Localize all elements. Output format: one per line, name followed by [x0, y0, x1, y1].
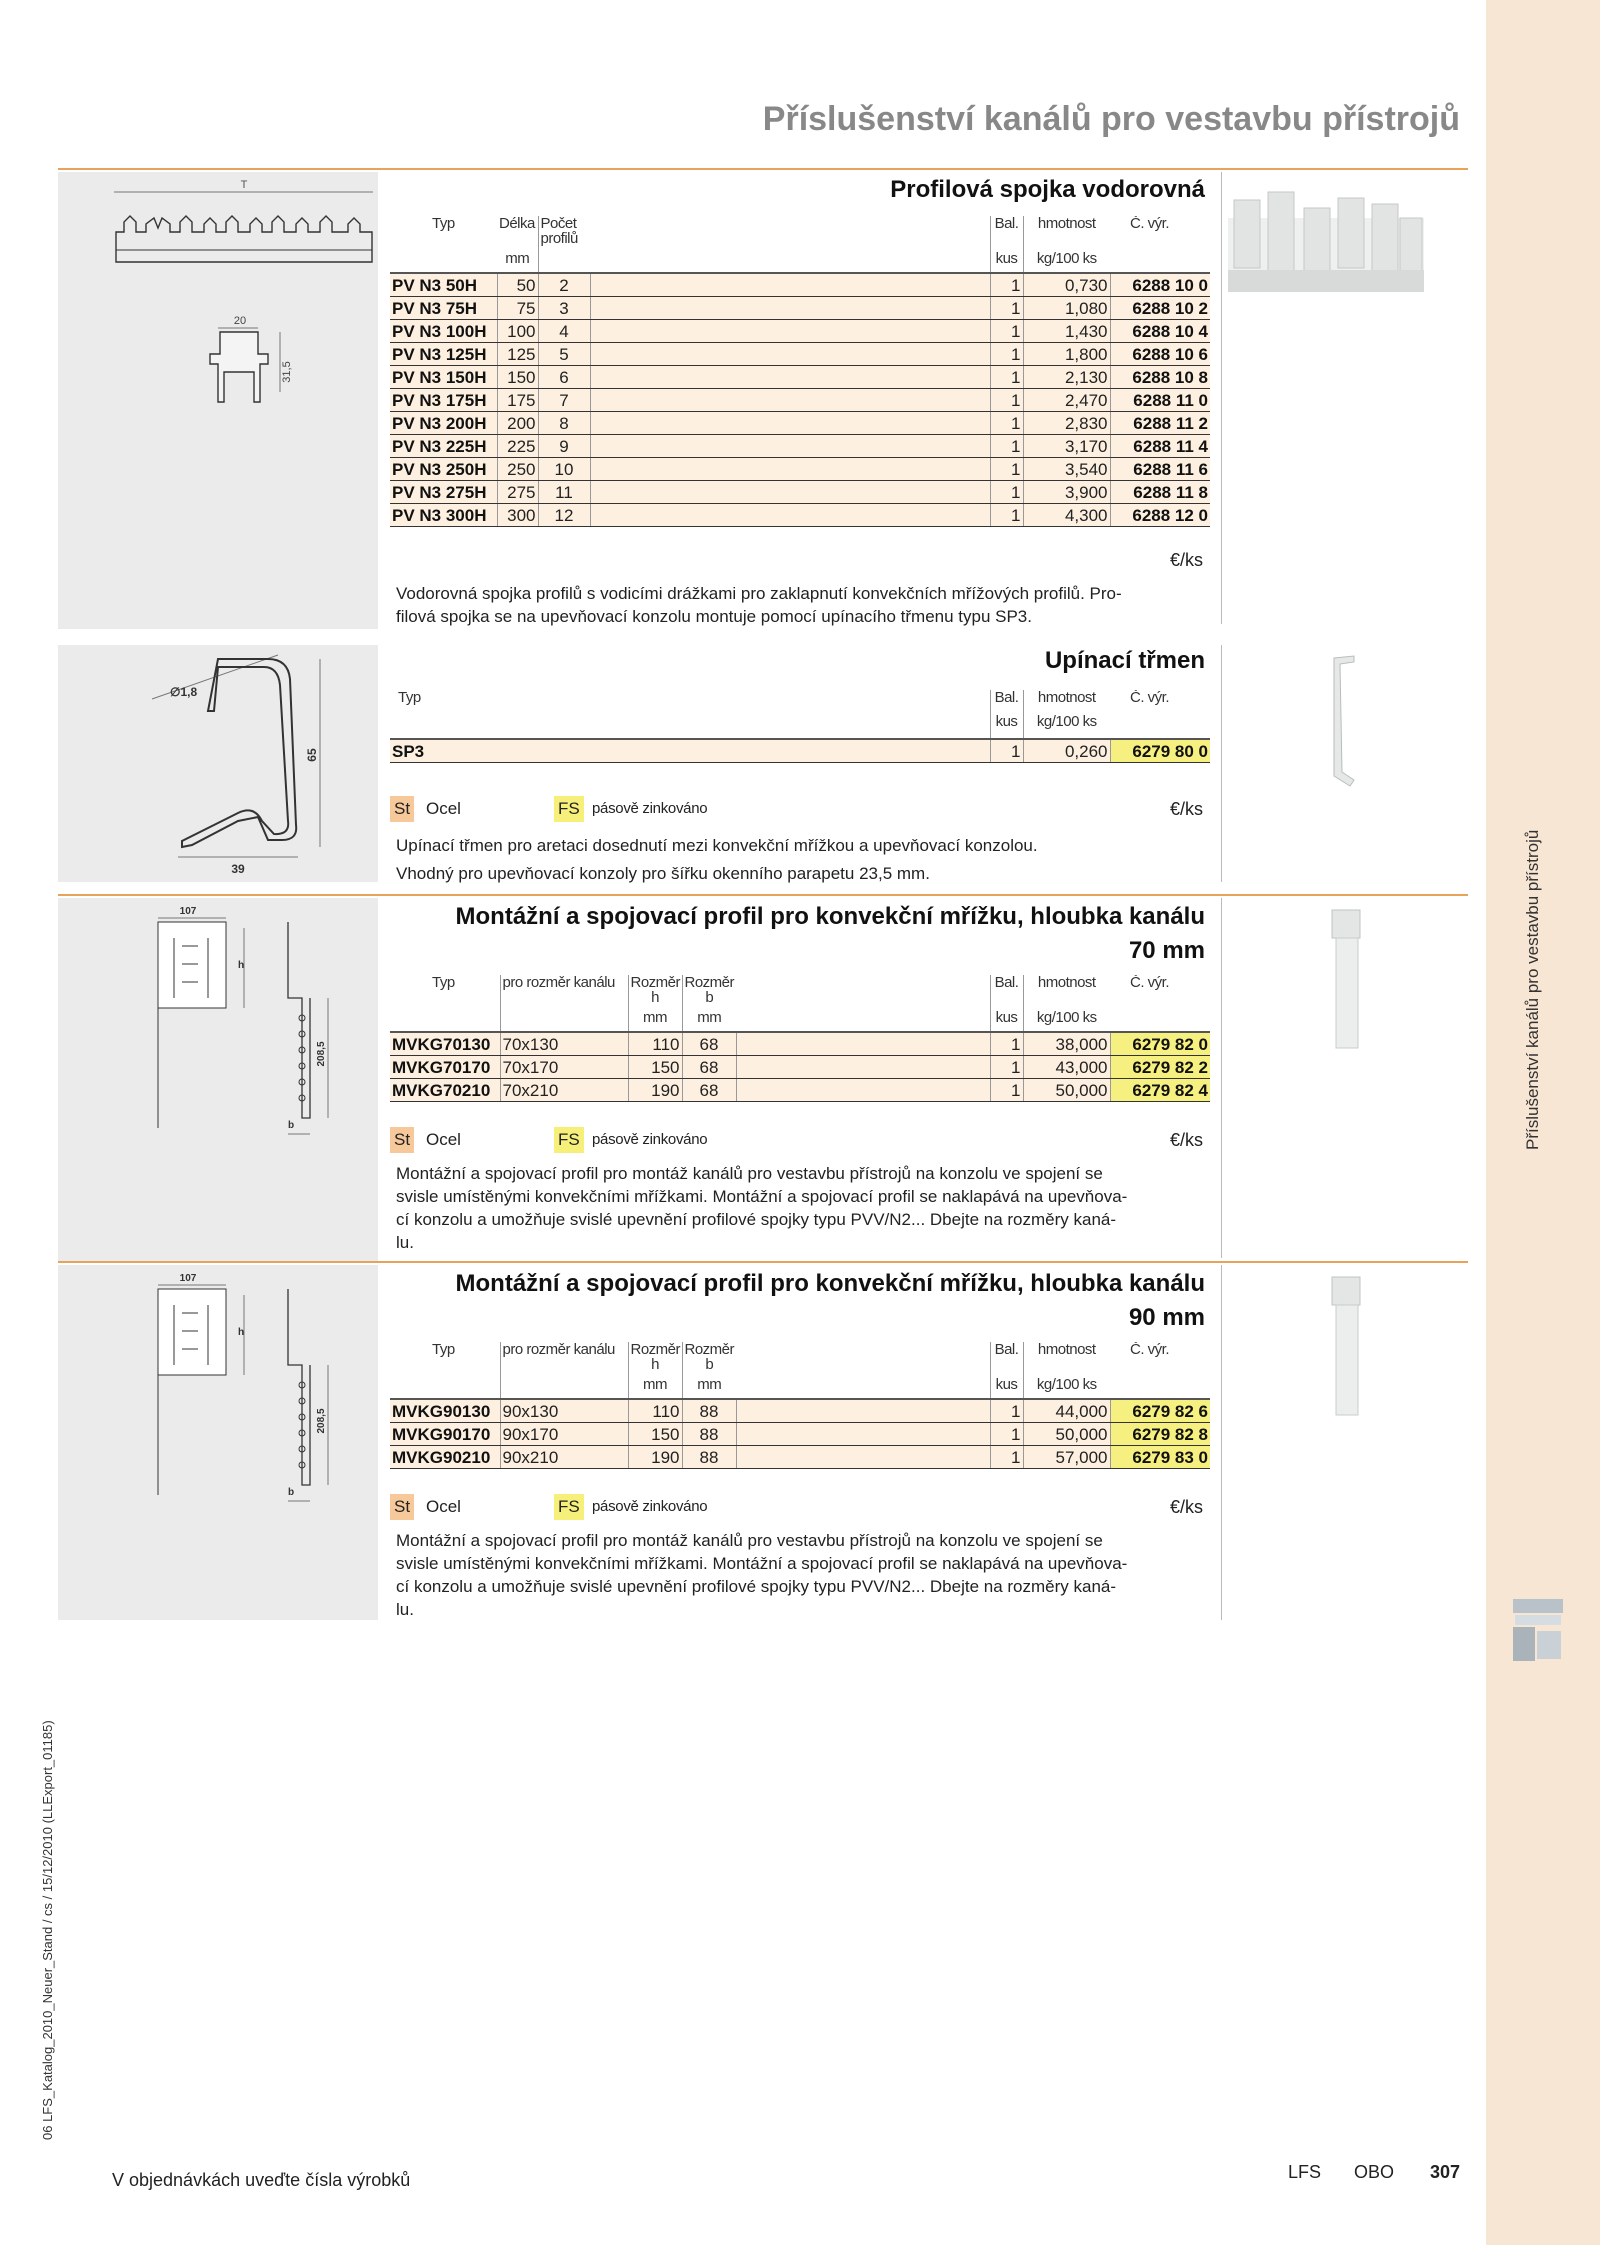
page-number: 307: [1430, 2162, 1461, 2182]
svg-text:h: h: [238, 960, 245, 971]
section-divider: [58, 1261, 1468, 1263]
table-row: MVKG90170 90x170 150 88 1 50,000 6279 82 8: [392, 1424, 1208, 1444]
finish-fs: FS: [554, 1494, 584, 1520]
material-st-label: Ocel: [426, 799, 461, 818]
table-row: PV N3 250H 250 10 1 3,540 6288 11 6: [392, 459, 1208, 479]
section-divider: [58, 894, 1468, 896]
sec1-title: Profilová spojka vodorovná: [890, 176, 1205, 203]
section-rule: [1221, 645, 1222, 882]
svg-text:h: h: [238, 1327, 245, 1338]
sec4-unit-price: €/ks: [1170, 1497, 1204, 1517]
finish-fs: FS: [554, 1127, 584, 1153]
table-row: PV N3 275H 275 11 1 3,900 6288 11 8: [392, 482, 1208, 502]
material-st: St: [390, 1494, 414, 1520]
svg-text:b: b: [288, 1120, 295, 1131]
table-row: PV N3 200H 200 8 1 2,830 6288 11 2: [392, 413, 1208, 433]
table-row: MVKG70130 70x130 110 68 1 38,000 6279 82 0: [390, 1032, 1210, 1056]
drawing-mvkg70: [58, 898, 378, 1262]
sec2-description: Upínací třmen pro aretaci dosednutí mezi konvekční mřížkou a upevňovací konzolou. Vhodný pro upevňovací konzoly pro šířku okenního parapetu 23,5 mm.: [396, 836, 1038, 883]
table-row: MVKG70170 70x170 150 68 1 43,000 6279 82 2: [392, 1057, 1208, 1077]
sec4-table: Typ pro rozměr kanálu Rozměr h Rozměr b Bal. hmotnost Č. výr. mm mm kus kg/100 ks MVKG90130 90x130 110 88 1 44,000 6279 82 6 MVKG90170 90x170 150 88 1 50,000 6279 82 8 MVKG90210 90x210 190 88 1 57,000 6279 83 0: [392, 1342, 1208, 1467]
dim-t: T: [240, 179, 248, 191]
table-row: MVKG70210 70x210 190 68 1 50,000 6279 82 4: [392, 1080, 1208, 1100]
drawing-mvkg90: [58, 1265, 378, 1620]
svg-text:208,5: 208,5: [316, 1041, 327, 1067]
svg-text:208,5: 208,5: [316, 1408, 327, 1434]
svg-text:107: 107: [179, 1273, 197, 1284]
table-row: PV N3 75H 75 3 1 1,080 6288 10 2: [392, 298, 1208, 318]
dim-39: 39: [231, 862, 245, 876]
sec2-unit-price: €/ks: [1170, 799, 1204, 819]
table-row: PV N3 175H 175 7 1 2,470 6288 11 0: [392, 390, 1208, 410]
coupler-drawing: [58, 172, 378, 629]
table-row: MVKG90210 90x210 190 88 1 57,000 6279 83 0: [392, 1447, 1208, 1467]
svg-text:107: 107: [179, 906, 197, 917]
mvkg70-photo: [1328, 906, 1368, 1056]
table-row: PV N3 225H 225 9 1 3,170 6288 11 4: [392, 436, 1208, 456]
order-note: V objednávkách uveďte čísla výrobků: [112, 2170, 411, 2190]
finish-fs-label: pásově zinkováno: [592, 800, 708, 817]
table-row: SP3 1 0,260 6279 80 0: [390, 739, 1210, 763]
section-rule: [1221, 1265, 1222, 1620]
drawing-clamp: [58, 645, 378, 882]
sec2-title: Upínací třmen: [1044, 647, 1205, 674]
sec3-table: Typ pro rozměr kanálu Rozměr h Rozměr b Bal. hmotnost Č. výr. mm mm kus kg/100 ks MVKG70130 70x130 110 68 1 38,000 6279 82 0 MVKG70170 70x170 150 68 1 43,000 6279 82 2 MVKG70210 70x210 190 68 1 50,000 6279 82 4: [392, 975, 1208, 1100]
material-st: St: [390, 1127, 414, 1153]
dim-65: 65: [305, 748, 319, 762]
mvkg90-photo: [1328, 1273, 1368, 1423]
clamp-photo: [1324, 652, 1360, 792]
sec3-unit-price: €/ks: [1170, 1130, 1204, 1150]
sec1-table: Typ Délka Počet profilů Bal. hmotnost Č. výr. mm kus kg/100 ks PV N3 50H 50 2 1 0,730 6288 10 0 PV N3 75H 75 3 1 1,080 6288 10 2 PV N3 100H 100 4 1 1,430 6288 10 4 PV N3 125H 125 5 1 1,800 6288 10 6 PV N3 150H 150 6 1 2,130 6288 10 8 PV N3 175H 175 7 1 2,470 6288 11 0 PV N3 200H 200 8 1 2,830 6288 11 2 PV N3 225H 225 9 1 3,170 6288 11 4 PV N3 250H 250 10 1 3,540 6288 11 6 PV N3 275H 275 11 1 3,900 6288 11 8 PV N3 300H 300 12 1 4,300 6288 12 0: [392, 216, 1208, 525]
table-row: PV N3 300H 300 12 1 4,300 6288 12 0: [392, 505, 1208, 525]
section-rule: [1221, 898, 1222, 1258]
section-divider: [58, 168, 1468, 170]
mvkg70-drawing: [58, 898, 378, 1262]
section-rule: [1221, 172, 1222, 624]
finish-fs-label: pásově zinkováno: [592, 1131, 708, 1148]
mvkg90-drawing: [58, 1265, 378, 1620]
svg-text:b: b: [288, 1487, 295, 1498]
page-title: Příslušenství kanálů pro vestavbu přístrojů: [762, 100, 1460, 138]
table-row: PV N3 150H 150 6 1 2,130 6288 10 8: [392, 367, 1208, 387]
side-chapter-title: Příslušenství kanálů pro vestavbu přístrojů: [1523, 829, 1542, 1150]
footer-brand-lfs: LFS: [1288, 2162, 1322, 2182]
dim-20: 20: [233, 315, 247, 327]
sec1-description: Vodorovná spojka profilů s vodicími drážkami pro zaklapnutí konvekčních mřížových profilů. Pro- filová spojka se na upevňovací konzolu montuje pomocí upínacího třmenu typu SP3.: [396, 584, 1122, 626]
dim-31-5: 31,5: [281, 361, 293, 383]
sec2-table: Typ Bal. hmotnost Č. výr. kus kg/100 ks SP3 1 0,260 6279 80 0: [392, 690, 1208, 761]
finish-fs-label: pásově zinkováno: [592, 1498, 708, 1515]
sec1-unit-price: €/ks: [1170, 550, 1204, 570]
footer-brand-obo: OBO: [1354, 2162, 1395, 2182]
chapter-product-icon: [1513, 1597, 1563, 1661]
table-row: PV N3 125H 125 5 1 1,800 6288 10 6: [392, 344, 1208, 364]
material-st: St: [390, 796, 414, 822]
table-row: MVKG90130 90x130 110 88 1 44,000 6279 82 6: [390, 1399, 1210, 1423]
sec3-description: Montážní a spojovací profil pro montáž kanálů pro vestavbu přístrojů na konzolu ve spojení se svisle umístěnými konvekčními mřížkami. Montážní a spojovací profil se naklapává na upevňova- cí konzolu a umožňuje svislé upevnění profilové spojky typu PVV/N2... Dbejte na rozměry kaná- lu.: [396, 1164, 1128, 1252]
dim-diameter: ∅1,8: [170, 685, 198, 699]
drawing-profile-coupler: [58, 172, 378, 629]
material-st-label: Ocel: [426, 1130, 461, 1149]
side-band: [1486, 0, 1600, 2245]
sec4-title: Montážní a spojovací profil pro konvekční mřížku, hloubka kanálu 90 mm: [455, 1270, 1205, 1331]
sec3-title: Montážní a spojovací profil pro konvekční mřížku, hloubka kanálu 70 mm: [455, 903, 1205, 964]
sec4-description: Montážní a spojovací profil pro montáž kanálů pro vestavbu přístrojů na konzolu ve spojení se svisle umístěnými konvekčními mřížkami. Montážní a spojovací profil se naklapává na upevňova- cí konzolu a umožňuje svislé upevnění profilové spojky typu PVV/N2... Dbejte na rozměry kaná- lu.: [396, 1531, 1128, 1619]
table-row: PV N3 50H 50 2 1 0,730 6288 10 0: [390, 273, 1210, 297]
coupler-photo: [1228, 178, 1424, 316]
file-meta: 06 LFS_Katalog_2010_Neuer_Stand / cs / 15/12/2010 (LLExport_01185): [40, 1720, 55, 2140]
material-st-label: Ocel: [426, 1497, 461, 1516]
finish-fs: FS: [554, 796, 584, 822]
clamp-drawing: [58, 645, 378, 882]
table-row: PV N3 100H 100 4 1 1,430 6288 10 4: [392, 321, 1208, 341]
